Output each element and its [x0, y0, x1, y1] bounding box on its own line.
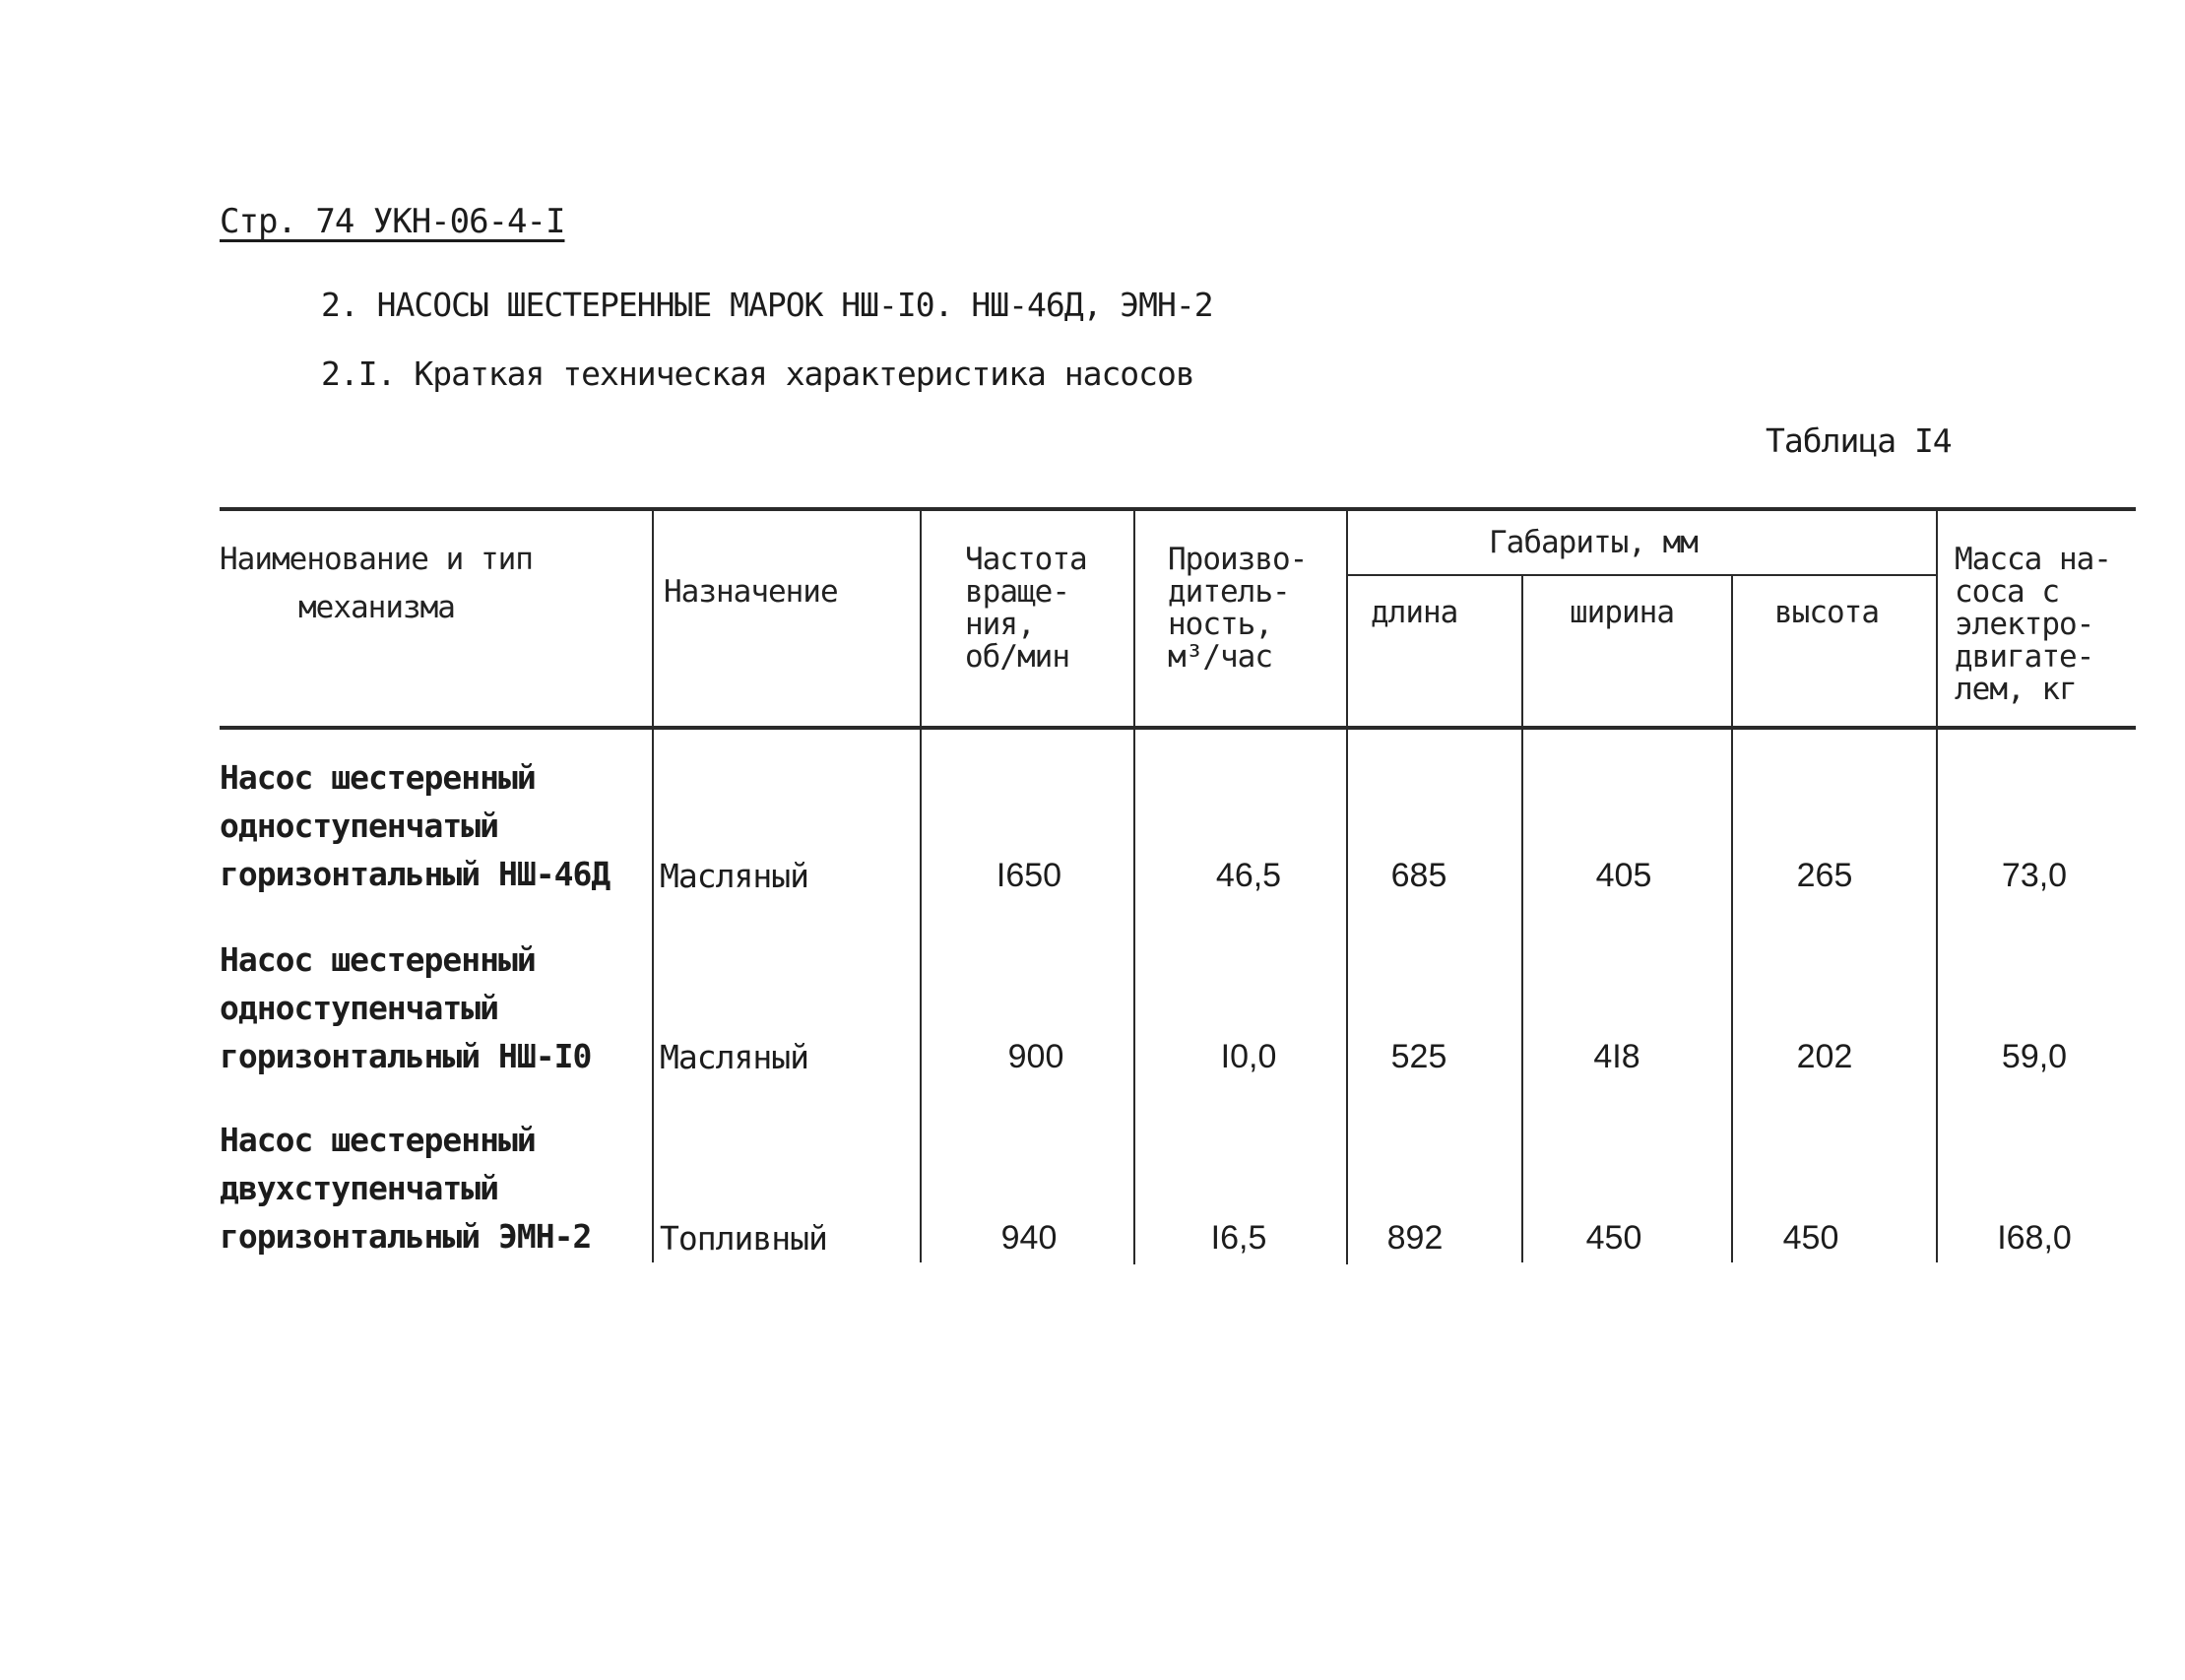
column-divider	[1936, 511, 1938, 1262]
column-divider	[1133, 511, 1135, 1264]
row-3-capacity: I6,5	[1210, 1219, 1267, 1257]
row-3-speed: 940	[1000, 1219, 1058, 1257]
subsection-title: 2.I. Краткая техническая характеристика насосов	[321, 355, 1194, 393]
table-top-rule	[220, 507, 2136, 511]
header-name: Наименование и тип механизма	[220, 542, 533, 625]
row-3-height: 450	[1782, 1219, 1839, 1257]
row-1-name: Насос шестеренный одноступенчатый горизонтальный НШ-46Д	[220, 758, 611, 893]
header-speed: Частота враще- ния, об/мин	[965, 542, 1087, 675]
row-2-height: 202	[1796, 1038, 1853, 1075]
section-title: 2. НАСОСЫ ШЕСТЕРЕННЫЕ МАРОК НШ-I0. НШ-46Д, ЭМН-2	[321, 286, 1213, 324]
column-divider	[920, 511, 922, 1262]
dimensions-group-rule	[1347, 574, 1936, 576]
header-length: длина	[1371, 595, 1458, 630]
header-dimensions: Габариты, мм	[1489, 525, 1698, 560]
row-1-height: 265	[1796, 857, 1853, 894]
page-reference: Стр. 74 УКН-06-4-I	[220, 202, 565, 241]
row-1-mass: 73,0	[2001, 857, 2068, 894]
row-3-purpose: Топливный	[660, 1219, 827, 1258]
row-1-speed: I650	[996, 857, 1062, 894]
row-1-capacity: 46,5	[1215, 857, 1282, 894]
row-3-mass: I68,0	[1997, 1219, 2072, 1257]
header-mass: Масса на- соса с электро- двигате- лем, кг	[1955, 542, 2111, 707]
column-divider	[1731, 576, 1733, 1262]
row-2-purpose: Масляный	[660, 1038, 808, 1076]
header-purpose: Назначение	[664, 574, 838, 610]
column-divider	[1521, 576, 1523, 1262]
header-bottom-rule	[220, 726, 2136, 730]
row-3-name: Насос шестеренный двухступенчатый горизонтальный ЭМН-2	[220, 1121, 592, 1256]
row-2-width: 4I8	[1593, 1038, 1640, 1075]
row-3-width: 450	[1585, 1219, 1642, 1257]
table-caption: Таблица I4	[1766, 421, 1952, 460]
row-3-length: 892	[1386, 1219, 1444, 1257]
column-divider	[652, 511, 654, 1262]
row-2-name: Насос шестеренный одноступенчатый горизонтальный НШ-I0	[220, 940, 592, 1075]
header-height: высота	[1774, 595, 1879, 630]
header-width: ширина	[1570, 595, 1674, 630]
header-capacity: Произво- дитель- ность, м³/час	[1168, 542, 1308, 675]
row-1-width: 405	[1595, 857, 1652, 894]
row-2-length: 525	[1390, 1038, 1447, 1075]
row-2-speed: 900	[1007, 1038, 1064, 1075]
row-1-purpose: Масляный	[660, 857, 808, 895]
row-1-length: 685	[1390, 857, 1447, 894]
row-2-capacity: I0,0	[1220, 1038, 1277, 1075]
row-2-mass: 59,0	[2001, 1038, 2068, 1075]
